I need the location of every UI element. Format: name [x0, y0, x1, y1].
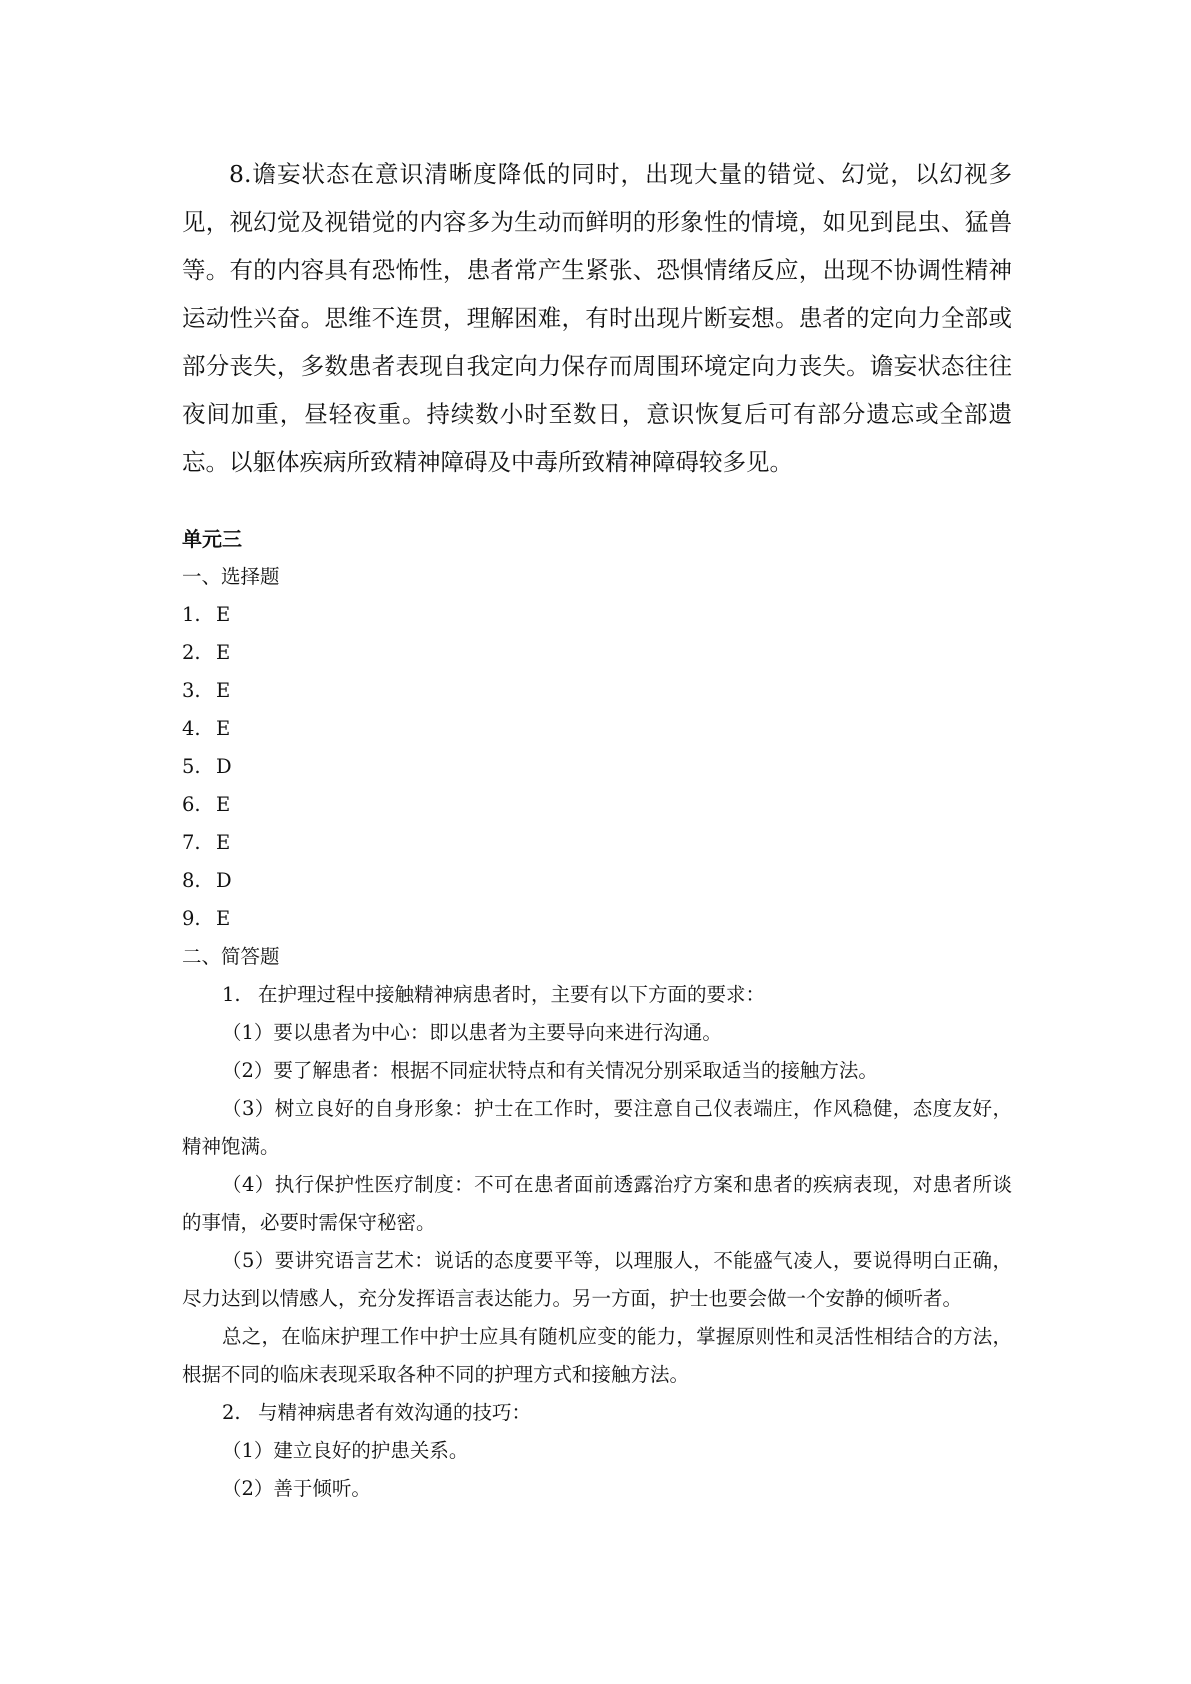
answer-value: D [216, 869, 232, 892]
paragraph-8: 8.谵妄状态在意识清晰度降低的同时，出现大量的错觉、幻觉，以幻视多见，视幻觉及视错觉的内容多为生动而鲜明的形象性的情境，如见到昆虫、猛兽等。有的内容具有恐怖性，患者常产生紧张、恐惧情绪反应，出现不协调性精神运动性兴奋。思维不连贯，理解困难，有时出现片断妄想。患者的定向力全部或部分丧失，多数患者表现自我定向力保存而周围环境定向力丧失。谵妄状态往往夜间加重，昼轻夜重。持续数小时至数日，意识恢复后可有部分遗忘或全部遗忘。以躯体疾病所致精神障碍及中毒所致精神障碍较多见。 [182, 160, 1012, 476]
answer-list [182, 596, 1012, 938]
answer-value: E [216, 717, 231, 740]
short-answer-heading: 二、简答题 [182, 945, 280, 968]
unit-title: 单元三 [182, 527, 242, 551]
question-1-point: （4）执行保护性医疗制度：不可在患者面前透露治疗方案和患者的疾病表现，对患者所谈的事情，必要时需保守秘密。 [182, 1173, 1012, 1234]
question-2-point: （2）善于倾听。 [222, 1477, 371, 1500]
answer-value: D [216, 755, 232, 778]
answer-value: E [216, 907, 231, 930]
question-number: 1. [222, 983, 241, 1006]
question-1-point: （2）要了解患者：根据不同症状特点和有关情况分别采取适当的接触方法。 [222, 1059, 878, 1082]
answer-value: E [216, 641, 231, 664]
answer-value: E [216, 831, 231, 854]
answer-number: 9. [182, 907, 201, 930]
answer-item [182, 634, 1012, 672]
answer-number: 8. [182, 869, 201, 892]
question-1-point: （5）要讲究语言艺术：说话的态度要平等，以理服人，不能盛气凌人，要说得明白正确，尽力达到以情感人，充分发挥语言表达能力。另一方面，护士也要会做一个安静的倾听者。 [182, 1249, 1012, 1310]
answer-item [182, 672, 1012, 710]
question-1-point: （1）要以患者为中心：即以患者为主要导向来进行沟通。 [222, 1021, 722, 1044]
answer-item [182, 862, 1012, 900]
answer-number: 3. [182, 679, 201, 702]
answer-item [182, 710, 1012, 748]
answer-value: E [216, 603, 231, 626]
answer-number: 4. [182, 717, 201, 740]
question-1-summary: 总之，在临床护理工作中护士应具有随机应变的能力，掌握原则性和灵活性相结合的方法，根据不同的临床表现采取各种不同的护理方式和接触方法。 [182, 1325, 1012, 1386]
answer-value: E [216, 793, 231, 816]
answer-item [182, 786, 1012, 824]
answer-number: 5. [182, 755, 201, 778]
answer-item [182, 824, 1012, 862]
question-number: 2. [222, 1401, 241, 1424]
answer-number: 1. [182, 603, 201, 626]
answer-item [182, 596, 1012, 634]
question-1-intro [182, 976, 1012, 1014]
answer-number: 2. [182, 641, 201, 664]
question-text: 与精神病患者有效沟通的技巧： [258, 1401, 532, 1424]
answer-number: 6. [182, 793, 201, 816]
answer-number: 7. [182, 831, 201, 854]
question-2-intro [182, 1394, 1012, 1432]
question-1-point: （3）树立良好的自身形象：护士在工作时，要注意自己仪表端庄，作风稳健，态度友好，精神饱满。 [182, 1097, 1012, 1158]
answer-item [182, 900, 1012, 938]
question-2-point: （1）建立良好的护患关系。 [222, 1439, 469, 1462]
choice-heading: 一、选择题 [182, 565, 280, 588]
answer-item [182, 748, 1012, 786]
answer-value: E [216, 679, 231, 702]
unit-three-section [182, 520, 1012, 1508]
question-text: 在护理过程中接触精神病患者时，主要有以下方面的要求： [258, 983, 766, 1006]
